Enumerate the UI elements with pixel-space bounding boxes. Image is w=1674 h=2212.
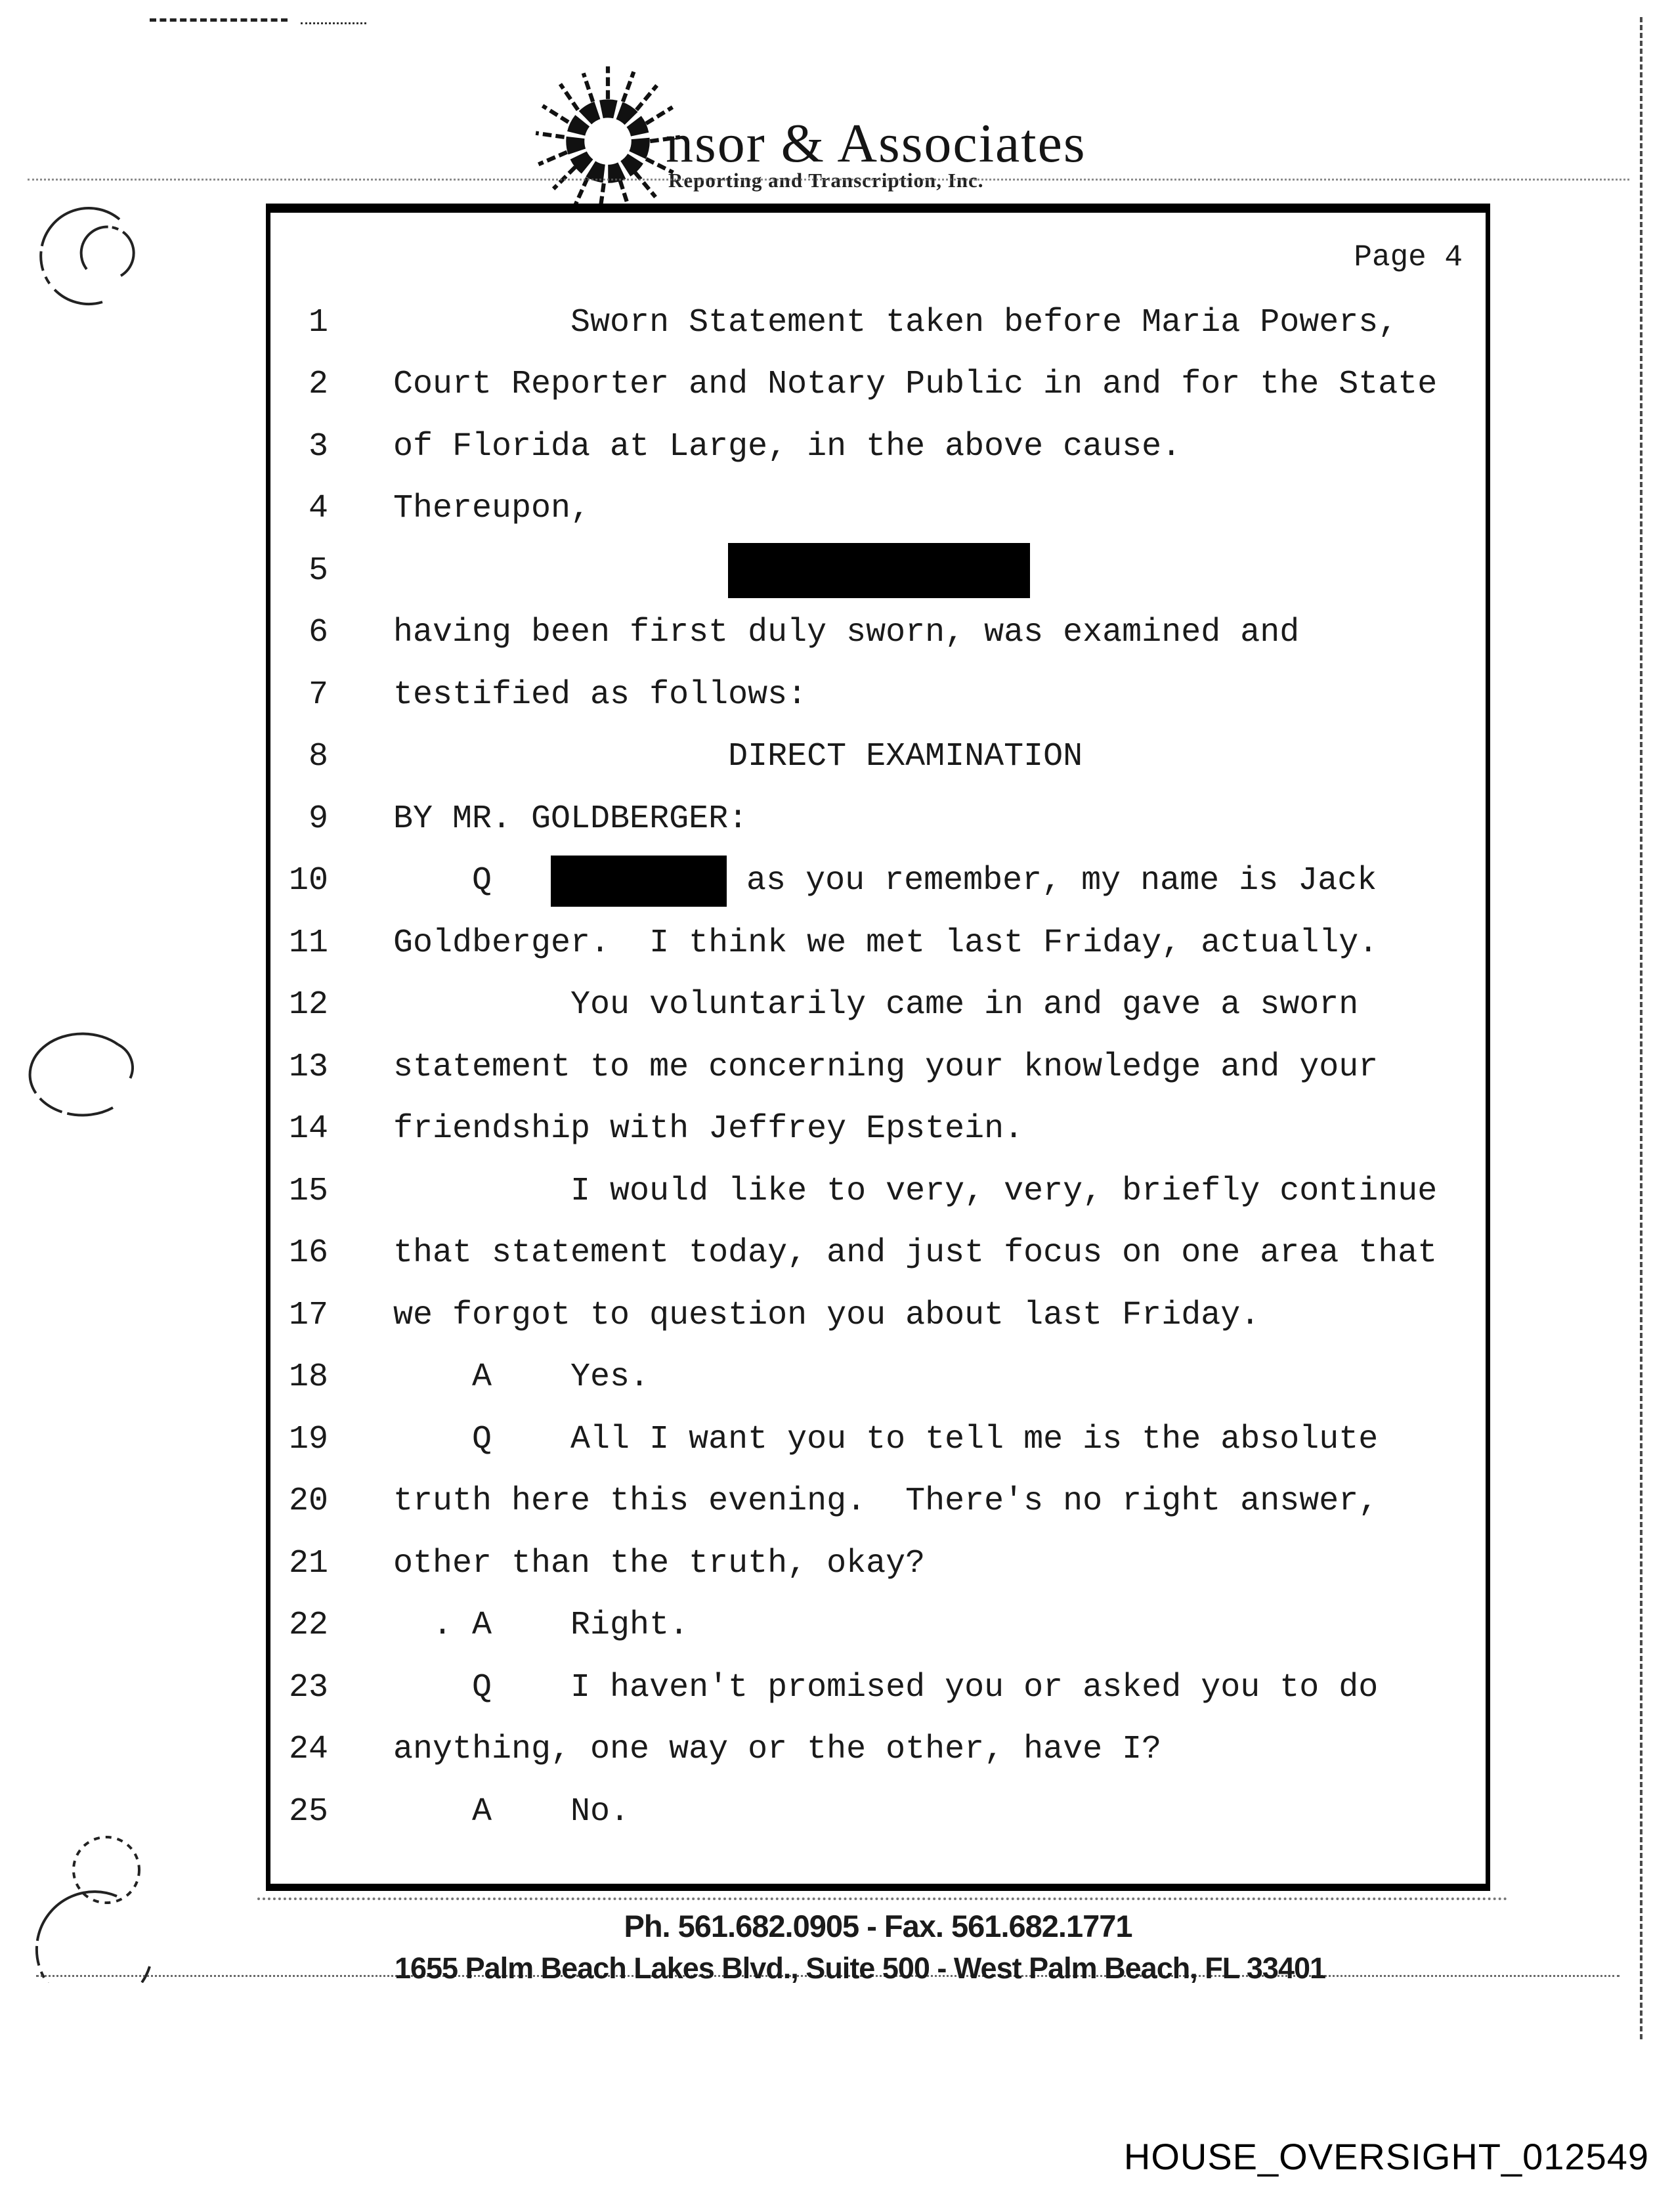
transcript-line [270, 1098, 1486, 1161]
line-text [393, 428, 1181, 466]
line-number: 20 [288, 1483, 328, 1521]
line-text [393, 1173, 1437, 1210]
transcript-line [270, 850, 1486, 913]
line-number: 19 [288, 1420, 328, 1458]
line-number: 6 [308, 614, 328, 652]
line-number: 24 [288, 1731, 328, 1769]
transcript-line [270, 974, 1486, 1037]
redaction-box [728, 543, 1030, 598]
line-text-segment [393, 552, 728, 590]
line-text [393, 1793, 630, 1831]
transcript-line [270, 354, 1486, 416]
line-text-segment: A Yes. [393, 1358, 650, 1397]
line-text [393, 676, 807, 714]
scan-circle-top [20, 196, 151, 327]
transcript-line [270, 1036, 1486, 1098]
line-text [393, 738, 1083, 775]
line-text [393, 543, 1030, 598]
line-text-segment: A No. [393, 1792, 630, 1831]
line-text [393, 1234, 1437, 1272]
line-text-segment: statement to me concerning your knowledge and your [393, 1048, 1379, 1086]
transcript-line [270, 1160, 1486, 1223]
line-text [393, 1297, 1260, 1334]
line-text-segment: having been first duly sworn, was examined and [393, 614, 1300, 652]
line-text-segment: . A Right. [393, 1607, 689, 1645]
transcript-box [266, 204, 1490, 1891]
line-number: 9 [308, 800, 328, 838]
transcript-line [270, 416, 1486, 478]
transcript-line [270, 1719, 1486, 1781]
transcript-line [270, 788, 1486, 850]
logo-text: nsor & Associates [666, 113, 1086, 174]
transcript-line [270, 726, 1486, 789]
line-text [393, 1358, 649, 1396]
line-text-segment: DIRECT EXAMINATION [393, 738, 1083, 776]
line-number: 7 [308, 676, 328, 714]
line-text-segment: Q [393, 862, 551, 900]
logo-tagline: Reporting and Transcription, Inc. [668, 169, 984, 192]
transcript-line [270, 1657, 1486, 1719]
line-text [393, 1110, 1023, 1148]
transcript-line [270, 478, 1486, 540]
line-text [393, 1483, 1378, 1520]
transcript-line [270, 1347, 1486, 1409]
line-number: 21 [288, 1544, 328, 1582]
transcript-line [270, 1781, 1486, 1843]
line-text-segment: as you remember, my name is Jack [727, 862, 1377, 900]
line-text [393, 614, 1299, 651]
line-text [393, 986, 1358, 1024]
line-text [393, 304, 1398, 341]
line-text-segment: BY MR. GOLDBERGER: [393, 800, 748, 838]
transcript-line [270, 1595, 1486, 1657]
line-text-segment: testified as follows: [393, 676, 807, 714]
redaction-box [551, 856, 727, 907]
footer-address: 1655 Palm Beach Lakes Blvd., Suite 500 - West Palm Beach, FL 33401 [394, 1951, 1326, 1985]
line-number: 17 [288, 1296, 328, 1334]
line-text-segment: Sworn Statement taken before Maria Powers, [393, 303, 1398, 341]
line-text-segment: of Florida at Large, in the above cause. [393, 427, 1182, 466]
transcript-line [270, 1284, 1486, 1347]
line-number: 13 [288, 1048, 328, 1086]
scan-noise-line-box-bottom [257, 1898, 1508, 1900]
line-text-segment: truth here this evening. There's no right answer, [393, 1483, 1379, 1521]
line-text [393, 1669, 1378, 1706]
line-text [393, 800, 748, 838]
line-number: 23 [288, 1668, 328, 1706]
line-number: 22 [288, 1607, 328, 1645]
line-text-segment: that statement today, and just focus on one area that [393, 1234, 1438, 1272]
line-number: 4 [308, 490, 328, 528]
line-text [393, 490, 590, 527]
transcript-line [270, 602, 1486, 664]
line-text-segment: Goldberger. I think we met last Friday, actually. [393, 924, 1379, 962]
transcript-lines [270, 292, 1486, 1843]
line-text [393, 1607, 689, 1644]
line-number: 11 [288, 924, 328, 962]
line-number: 2 [308, 366, 328, 404]
line-text-segment: Thereupon, [393, 490, 591, 528]
line-number: 25 [288, 1792, 328, 1831]
transcript-line [270, 1223, 1486, 1285]
transcript-line [270, 912, 1486, 974]
line-number: 15 [288, 1172, 328, 1210]
scan-dash-top-left [150, 18, 288, 22]
bates-number: HOUSE_OVERSIGHT_012549 [1123, 2136, 1649, 2177]
transcript-line [270, 292, 1486, 354]
transcript-line [270, 664, 1486, 726]
scan-circle-bottom [20, 1819, 164, 1983]
line-text-segment: other than the truth, okay? [393, 1544, 926, 1582]
scan-circle-middle [20, 1028, 151, 1139]
scan-dash-top-left-2 [301, 22, 366, 24]
line-number: 3 [308, 427, 328, 466]
line-text-segment: I would like to very, very, briefly continue [393, 1172, 1438, 1210]
line-text-segment: Q All I want you to tell me is the absolute [393, 1420, 1379, 1458]
line-number: 5 [308, 552, 328, 590]
line-text-segment: Court Reporter and Notary Public in and for the State [393, 366, 1438, 404]
line-text [393, 1731, 1161, 1768]
line-text-segment: friendship with Jeffrey Epstein. [393, 1110, 1024, 1148]
line-number: 1 [308, 303, 328, 341]
line-text [393, 1421, 1378, 1458]
line-number: 18 [288, 1358, 328, 1397]
sun-logo-icon [533, 64, 683, 215]
line-number: 16 [288, 1234, 328, 1272]
line-number: 10 [288, 862, 328, 900]
transcript-line [270, 1471, 1486, 1533]
line-text-segment: Q I haven't promised you or asked you to do [393, 1668, 1379, 1706]
footer-phone-fax: Ph. 561.682.0905 - Fax. 561.682.1771 [624, 1909, 1132, 1943]
line-number: 14 [288, 1110, 328, 1148]
line-text [393, 1049, 1378, 1086]
line-text [393, 1545, 925, 1582]
transcript-line [270, 540, 1486, 602]
line-text-segment: You voluntarily came in and gave a sworn [393, 986, 1359, 1024]
transcript-line [270, 1532, 1486, 1595]
line-text [393, 366, 1437, 403]
line-text [393, 924, 1378, 962]
line-number: 8 [308, 738, 328, 776]
scan-vertical-line-right [1640, 17, 1642, 2039]
line-number: 12 [288, 986, 328, 1024]
scan-noise-line-header [28, 179, 1629, 181]
line-text-segment: we forgot to question you about last Friday. [393, 1296, 1260, 1334]
line-text-segment: anything, one way or the other, have I? [393, 1731, 1162, 1769]
page-number-label: Page 4 [1354, 240, 1463, 274]
transcript-line [270, 1408, 1486, 1471]
line-text [393, 856, 1377, 907]
